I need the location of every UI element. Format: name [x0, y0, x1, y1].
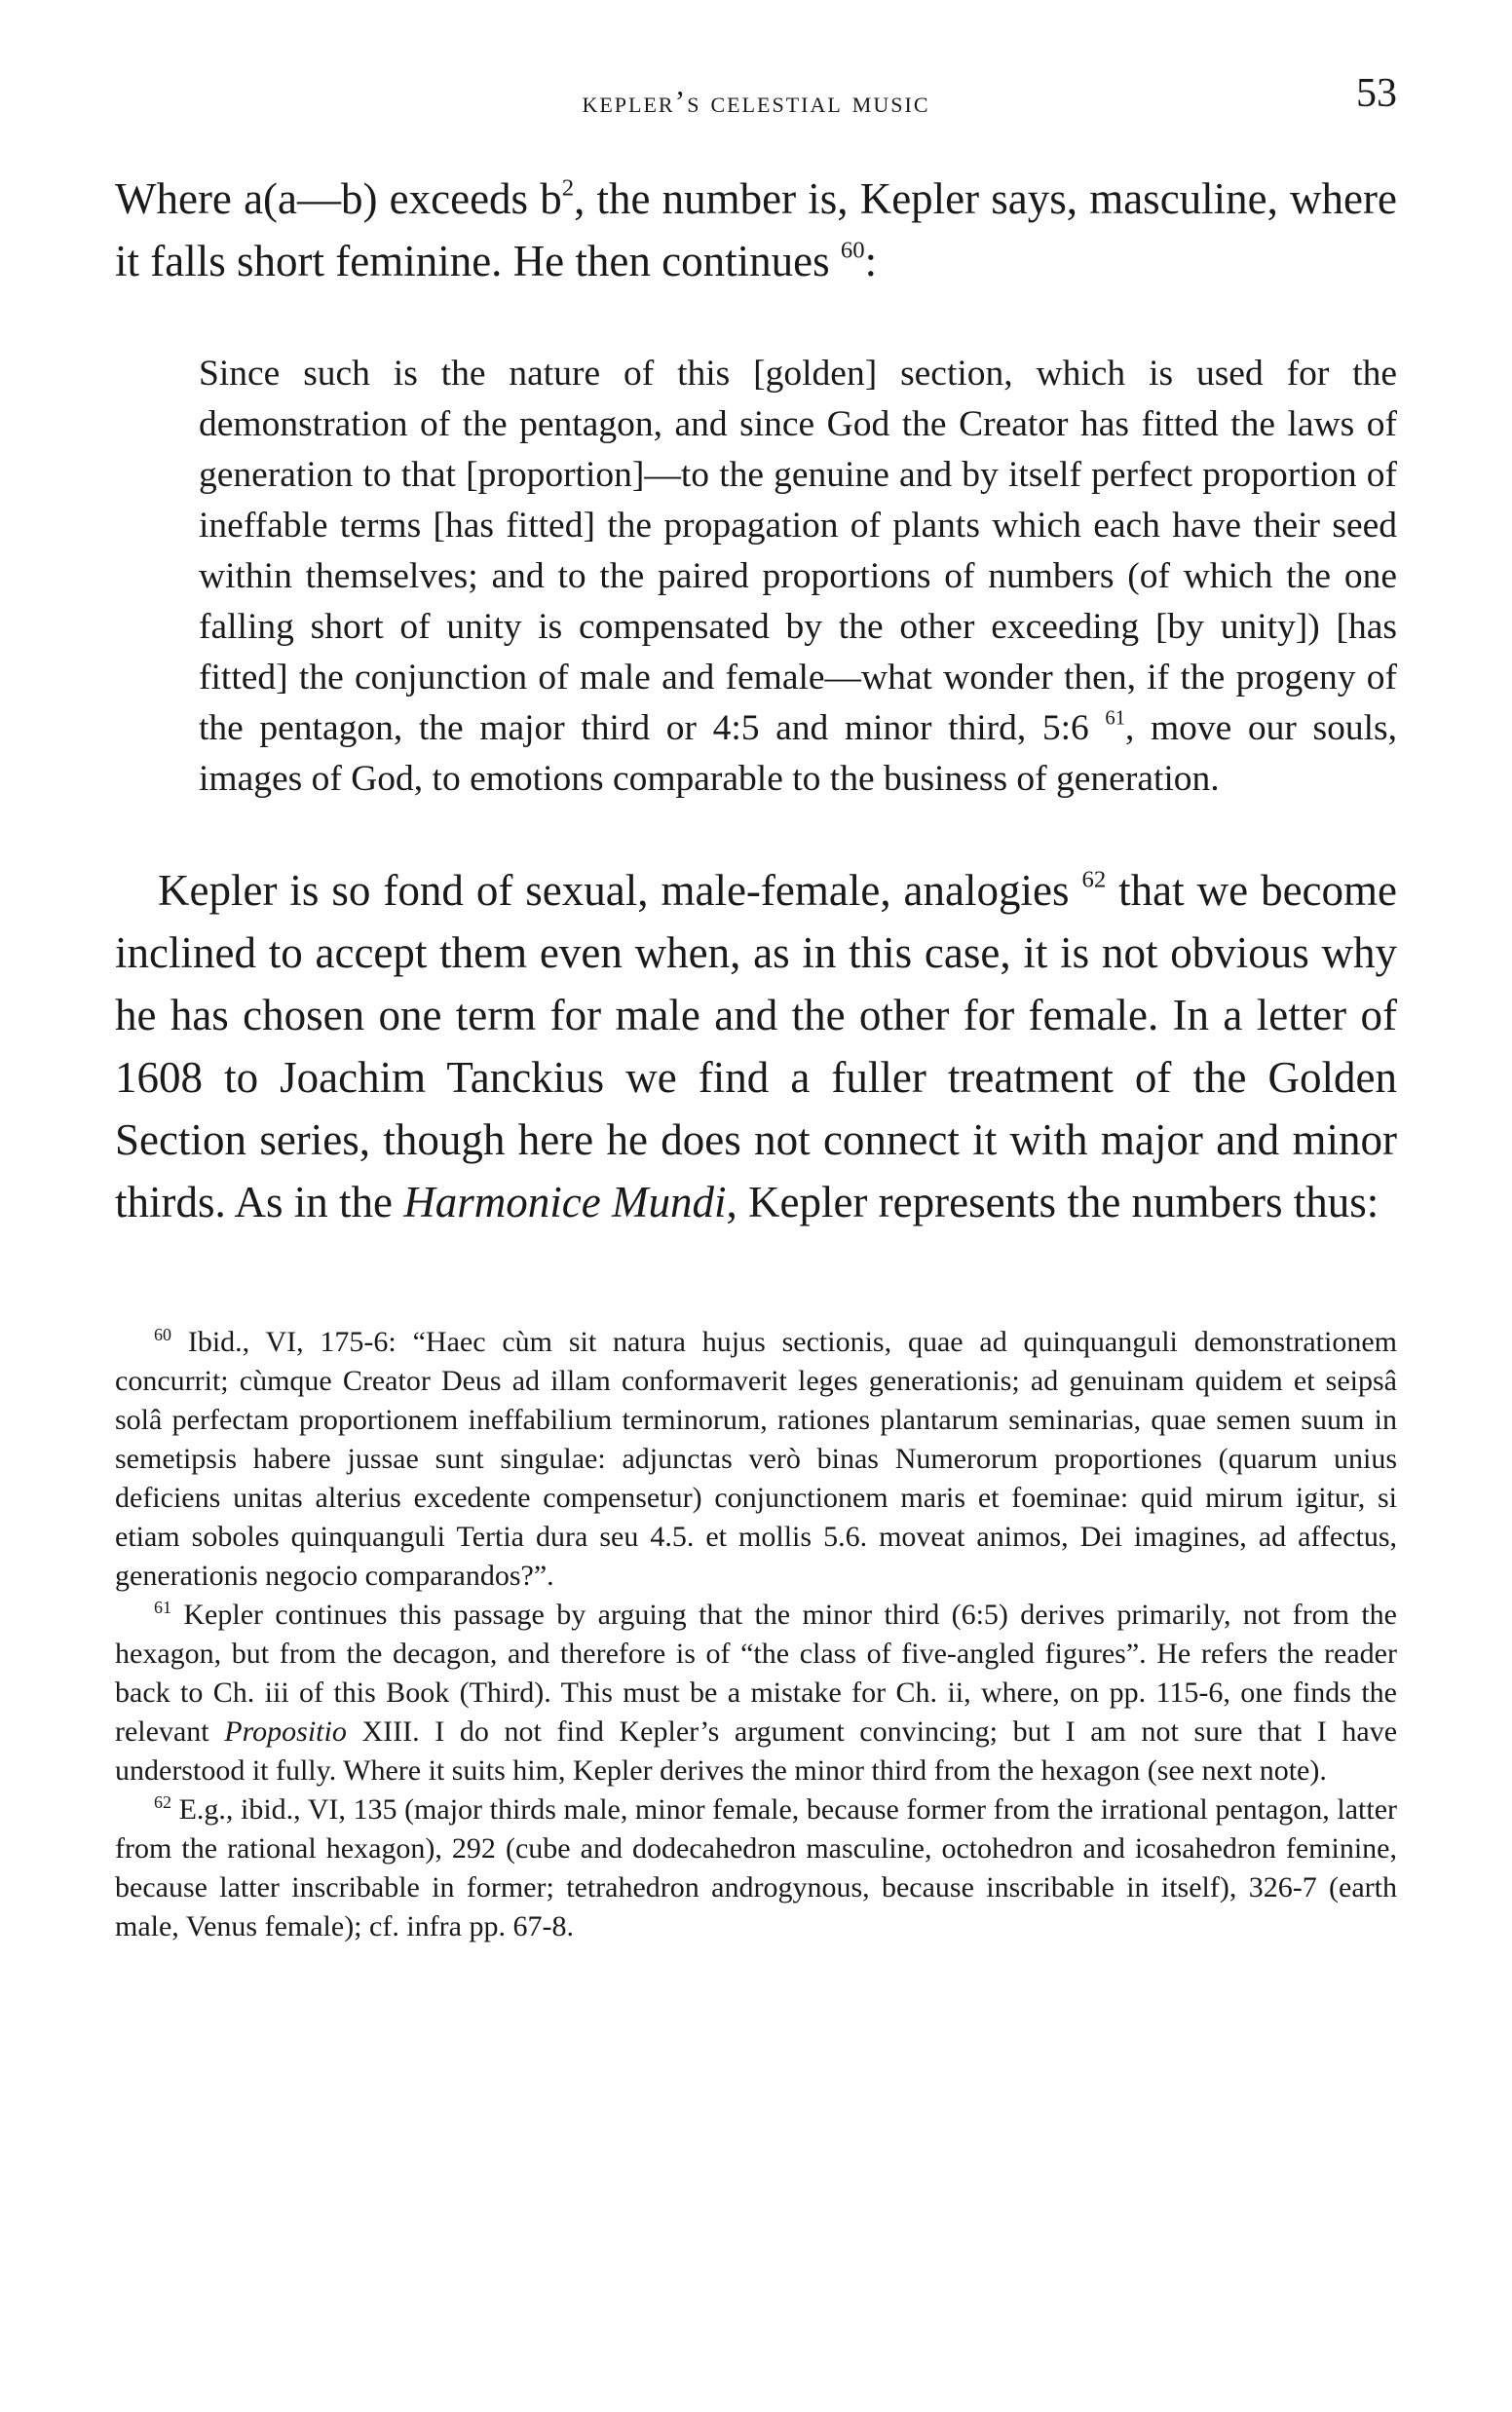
footnotes	[115, 1323, 1397, 1946]
footnote-text: Ibid., VI, 175-6: “Haec cùm sit natura hujus sectionis, quae ad quinquanguli demonstrationem concurrit; cùmque Creator Deus ad illam conformaverit leges generationis; ad genuinam quidem et seipsâ solâ perfectam proportionem ineffabilium terminorum, rationes plantarum seminarias, quae semen suum in semetipsis habere jussae sunt singulae: adjunctas verò binas Numerorum proportiones (quarum unius deficiens unitas alterius excedente compensetur) conjunctionem maris et foeminae: quid mirum igitur, si etiam soboles quinquanguli Tertia dura seu 4.5. et mollis 5.6. moveat animos, Dei imagines, ad affectus, generationis negocio comparandos?”.	[115, 1326, 1397, 1592]
paragraph-2-text-b: that we become inclined to accept them even when, as in this case, it is not obvious why he has chosen one term for male and the other for female. In a letter of 1608 to Joachim Tanckius we find a fuller treatment of the Golden Section series, though here he does not connect it with major and minor thirds. As in the	[115, 866, 1397, 1226]
footnote-spacer	[115, 1233, 1397, 1323]
footnote-ref-60: 60	[840, 237, 865, 264]
block-quote	[199, 349, 1397, 805]
footnote-number: 62	[154, 1792, 171, 1813]
paragraph-1	[115, 168, 1397, 292]
footnote-61	[115, 1596, 1397, 1790]
paragraph-1-text-a: Where a(a—b) exceeds b	[115, 174, 562, 223]
footnote-60	[115, 1323, 1397, 1596]
paragraph-1-text-c: :	[864, 237, 878, 285]
superscript-2: 2	[561, 174, 575, 202]
footnote-text: XIII. I do not find Kepler’s argument convincing; but I am not sure that I have understood it fully. Where it suits him, Kepler derives the minor third from the hexagon (see next note).	[115, 1715, 1398, 1787]
running-head: kepler’s celestial music	[582, 84, 930, 119]
paragraph-2-text-c: , Kepler represents the numbers thus:	[726, 1178, 1380, 1226]
footnote-text: Kepler continues this passage by arguing that the minor third (6:5) derives primarily, not from the hexagon, but from the decagon, and therefore is of “the class of five-angled figures”. He refers the reader back to Ch. iii of this Book (Third). This must be a mistake for Ch. ii, where, on pp. 115-6, one finds the relevant	[115, 1599, 1397, 1748]
quote-text-b: , move our souls, images of God, to emotions comparable to the business of generation.	[199, 708, 1397, 799]
footnote-62	[115, 1790, 1397, 1946]
footnote-number: 61	[154, 1598, 171, 1618]
work-title-harmonice-mundi: Harmonice Mundi	[403, 1178, 727, 1226]
quote-text-a: Since such is the nature of this [golden] section, which is used for the demonstration of the pentagon, and since God the Creator has fitted the laws of generation to that [proportion]—to the genuine and by itself perfect proportion of ineffable terms [has fitted] the propagation of plants which each have their seed within themselves; and to the paired proportions of numbers (of which the one falling short of unity is compensated by the other exceeding [by unity]) [has fitted] the conjunction of male and female—what wonder then, if the progeny of the pentagon, the major third or 4:5 and minor third, 5:6	[199, 354, 1397, 748]
footnote-number: 60	[154, 1325, 171, 1345]
footnote-ref-62: 62	[1081, 866, 1107, 893]
page-header	[115, 70, 1397, 129]
page-number: 53	[1356, 71, 1397, 116]
footnote-italic-propositio: Propositio	[224, 1715, 347, 1748]
footnote-ref-61: 61	[1105, 707, 1126, 730]
paragraph-2	[115, 859, 1397, 1233]
book-page	[115, 70, 1397, 1946]
footnote-text: E.g., ibid., VI, 135 (major thirds male, minor female, because former from the irrational pentagon, latter from the rational hexagon), 292 (cube and dodecahedron masculine, octohedron and icosahedron feminine, because latter inscribable in former; tetrahedron androgynous, because inscribable in itself), 326-7 (earth male, Venus female); cf. infra pp. 67-8.	[115, 1793, 1397, 1942]
paragraph-2-text-a: Kepler is so fond of sexual, male-female, analogies	[158, 866, 1082, 915]
paragraph-1-text-b: , the number is, Kepler says, masculine, where it falls short feminine. He then continues	[115, 174, 1397, 285]
